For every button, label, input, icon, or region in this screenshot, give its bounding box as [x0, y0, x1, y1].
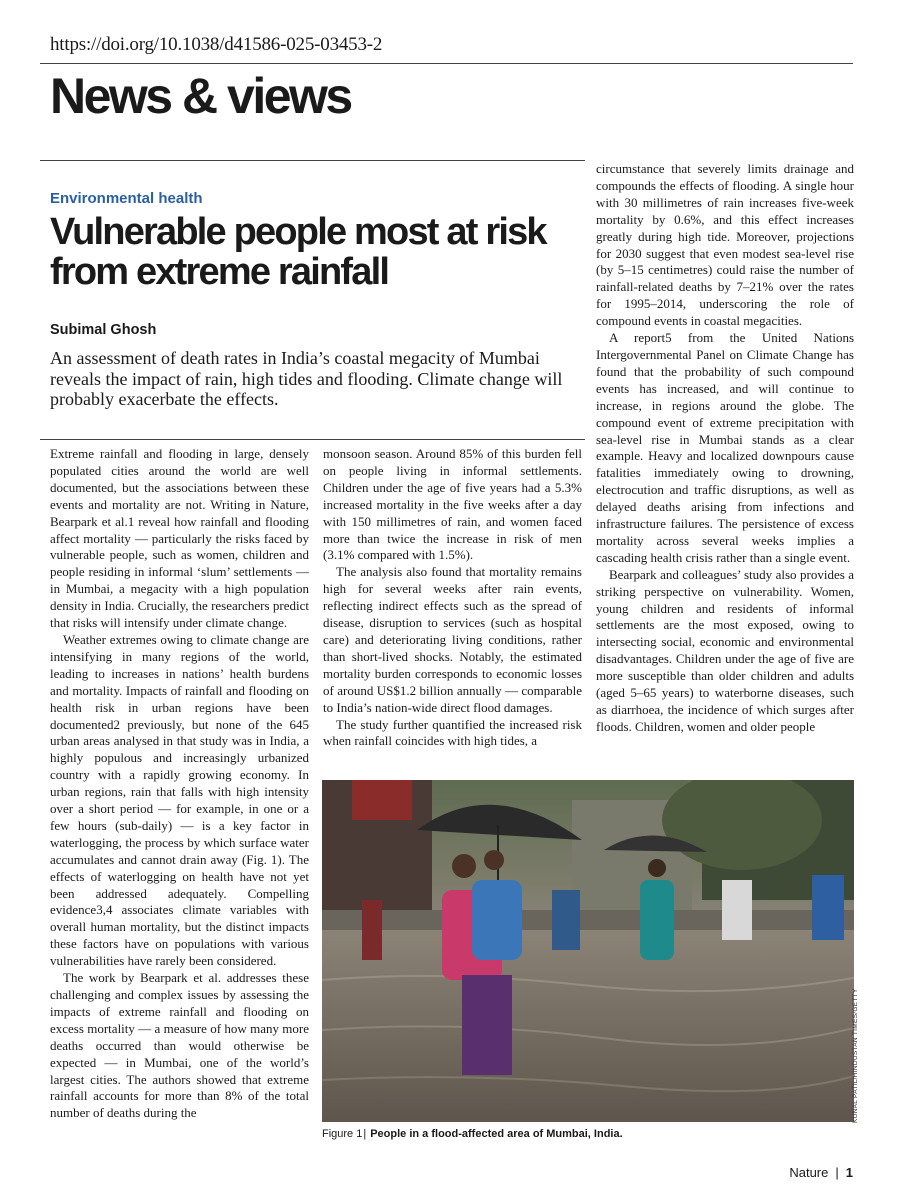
top-rule: [40, 63, 853, 64]
paragraph: The study further quantified the increased risk when rainfall coincides with high tides, a: [323, 716, 582, 749]
page-number: 1: [845, 1165, 853, 1180]
body-column-2: [323, 446, 582, 750]
paragraph: Bearpark and colleagues’ study also provides a striking perspective on vulnerability. Women, young children and residents of informal settlements are the most exposed, owing to intersecting social, economic and environmental disadvantages. Children under the age of five are more susceptible than older children and adults (aged 5–65 years) to waterborne diseases, such as diarrhoea, the incidence of which surges after floods. Children, women and older people: [596, 566, 854, 734]
body-column-1: [50, 446, 309, 1122]
paragraph: monsoon season. Around 85% of this burden fell on people living in informal settlements. Children under the age of five years had a 5.3% increased mortality in the five weeks after a day with 150 millimetres of rain, and women faced more than twice the increase in risk of men (3.1% compared with 1.5%).: [323, 446, 582, 563]
paragraph: Extreme rainfall and flooding in large, densely populated cities around the world are well documented, but the associations between these events and mortality are not. Writing in Nature, Bearpark et al.1 reveal how rainfall and flooding affect mortality — particularly the risks faced by vulnerable people, such as women, children and people residing in informal ‘slum’ settlements — in Mumbai, a megacity with a high population density in India. Crucially, the researchers predict that risks will intensify under climate change.: [50, 446, 309, 631]
masthead-rule: [40, 160, 585, 161]
paragraph: The work by Bearpark et al. addresses these challenging and complex issues by assessing the impacts of extreme rainfall and flooding on excess mortality — a measure of how many more deaths occurred than would otherwise be expected — in Mumbai, one of the world’s largest cities. The authors showed that extreme rainfall accounts for more than 8% of the total number of deaths during the: [50, 970, 309, 1121]
journal-name: Nature: [789, 1165, 829, 1180]
flood-street-illustration: [322, 780, 854, 1122]
figure-label: Figure 1: [322, 1128, 363, 1140]
paragraph: circumstance that severely limits drainage and compounds the effects of flooding. A single hour with 30 millimetres of rain increases five-week mortality by 0.6%, and this effect increases greatly during high tide. Moreover, projections for 2030 suggest that even modest sea-level rise (by 5–15 centimetres) could raise the number of rainfall-related deaths by 7–21% over the rates for 1995–2014, underscoring the role of compound events in coastal megacities.: [596, 161, 854, 329]
author-name: Subimal Ghosh: [50, 322, 157, 338]
standfirst: An assessment of death rates in India’s coastal megacity of Mumbai reveals the impact of rain, high tides and flooding. Climate change will probably exacerbate the effects.: [50, 348, 563, 409]
figure-caption: [322, 1128, 623, 1140]
paragraph: A report5 from the United Nations Intergovernmental Panel on Climate Change has found that the probability of such compound events has increased, and will continue to increase, in regions around the globe. The compound event of extreme precipitation with sea-level rise in Mumbai stands as a clear example. Heavy and localized downpours cause fatalities immediately owing to drowning, electrocution and traffic disruptions, as well as delayed deaths arising from infections and infrastructure failures. The persistence of excess mortality across several weeks implies a cascading health crisis rather than a single event.: [596, 330, 854, 565]
paragraph: Weather extremes owing to climate change are intensifying in many regions of the world, leading to increases in nations’ health burdens and mortality. Impacts of rainfall and flooding on health risk in urban regions have been documented2 previously, but none of the 645 urban areas analysed in that study was in India, a highly populous and increasingly urbanized country with a rapidly growing economy. In urban regions, rain that falls with high intensity over a short period — for example, in one or a few hours (sub-daily) — is a key factor in waterlogging, the process by which surface water accumulates and cannot drain away (Fig. 1). The effects of waterlogging on health have not yet been addressed adequately. Compelling evidence3,4 associates climate variables with overall human mortality, but the distinct impacts these factors have on populations with various vulnerabilities have rarely been considered.: [50, 631, 309, 969]
caption-separator: |: [363, 1128, 367, 1140]
paragraph: The analysis also found that mortality remains high for several weeks after rain events, reflecting indirect effects such as the spread of disease, disruption to services (such as hospital care) and deteriorating living conditions, rather than short-lived shocks. Notably, the estimated mortality burden corresponds to economic losses of around US$1.2 billion annually — comparable to India’s nation-wide direct flood damages.: [323, 564, 582, 715]
standfirst-rule: [40, 439, 585, 440]
figure-photo: [322, 780, 854, 1122]
photo-credit: KUNAL PATIL/HINDUSTAN TIMES/GETTY: [852, 988, 859, 1123]
section-label: Environmental health: [50, 190, 203, 207]
doi-link[interactable]: https://doi.org/10.1038/d41586-025-03453-2: [50, 34, 383, 55]
body-column-3: [596, 161, 854, 736]
caption-text: People in a flood-affected area of Mumbai, India.: [370, 1128, 623, 1140]
section-masthead: News & views: [50, 68, 351, 124]
page-footer: [789, 1165, 853, 1180]
article-title: Vulnerable people most at risk from extreme rainfall: [50, 211, 546, 293]
footer-separator: |: [835, 1165, 839, 1180]
